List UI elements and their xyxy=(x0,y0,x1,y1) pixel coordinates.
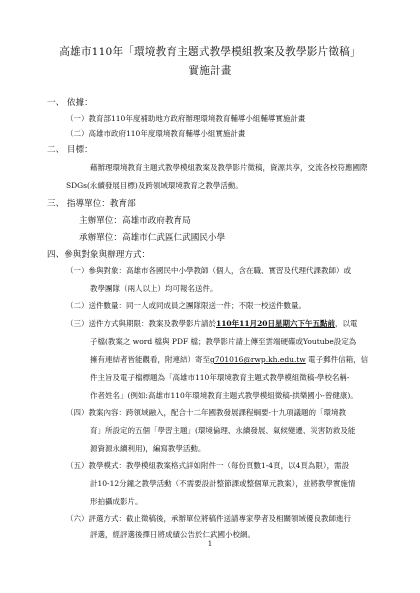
section-3-executor: 承辦單位：高雄市仁武區仁武國民小學 xyxy=(79,233,226,243)
section-4-item-3-line-2: 子檔(教案之 word 檔與 PDF 檔；教學影片請上傳至雲端硬碟或Youtube設定為 xyxy=(90,337,357,346)
item-3-text-d: 擁有連結者皆能觀看，附連結）寄至 xyxy=(90,355,210,364)
section-4-item-3-line-4: 件主旨及電子檔標題為「高雄市110年環境教育主題式教學模組徵稿-學校名稱- xyxy=(90,373,350,382)
page-number: 1 xyxy=(207,540,213,548)
item-3-text-c: ，以電 xyxy=(335,319,358,328)
section-4-item-5-line-2: 計10-12分鐘之教學活動（不需要設計整節課或整個單元教案），並將教學實施情 xyxy=(90,479,356,488)
section-2-heading: 二、 目標： xyxy=(47,145,93,155)
deadline-text: 110年11月20日星期六下午五點前 xyxy=(216,319,336,328)
section-4-item-6-line-1: （六）評選方式：截止徵稿後，承辦單位將稿件送請專家學者及相關領域優良教師進行 xyxy=(66,514,351,523)
document-subtitle: 實施計畫 xyxy=(188,65,232,77)
section-4-item-5-line-3: 形拍攝成影片。 xyxy=(90,497,143,506)
section-4-item-2: （二）送件數量：同一人或同成員之團隊限送一件；不限一校送件數量。 xyxy=(66,301,306,310)
email-link[interactable]: g701016@rwp.kh.edu.tw xyxy=(210,355,306,364)
section-4-item-4-line-1: （四）教案內容：跨領域融入，配合十二年國教發展課程綱要-十九項議題的「環境教 xyxy=(66,408,347,417)
section-4-item-1-line-1: （一）參與對象：高雄市各國民中小學教師（個人，含在職、實習及代理代課教師）或 xyxy=(66,266,351,275)
section-4-item-3-line-1 xyxy=(66,319,358,329)
section-4-heading: 四、參與對象與辦理方式： xyxy=(47,250,151,260)
section-1-item-1: （一）教育部110年度補助地方政府辦理環境教育輔導小組輔導實施計畫 xyxy=(66,114,306,123)
item-3-text-e: 電子郵件信箱，信 xyxy=(305,355,369,364)
section-1-item-2: （二）高雄市政府110年度環境教育輔導小組實施計畫 xyxy=(66,129,246,138)
document-title: 高雄市110年「環境教育主題式教學模組教案及教學影片徵稿」 xyxy=(59,46,361,58)
section-2-text-line-2: SDGs(永續發展目標)及跨領域環境教育之教學活動。 xyxy=(66,181,243,190)
section-1-heading: 一、 依據： xyxy=(47,98,93,108)
section-2-text-line-1: 藉辦理環境教育主題式教學模組教案及教學影片徵稿，資源共享，交流各校符應國際 xyxy=(90,163,368,172)
section-4-item-3-line-3 xyxy=(90,355,368,365)
section-4-item-4-line-3: 源資源永續利用)，編寫教學活動。 xyxy=(90,444,206,453)
section-4-item-4-line-2: 育」所設定的五個「學習主題」(環境倫理、永續發展、氣候變遷、災害防救及能 xyxy=(90,426,356,435)
section-3-heading: 三、 指導單位：教育部 xyxy=(47,199,136,209)
section-3-organizer: 主辦單位：高雄市政府教育局 xyxy=(79,216,191,226)
item-3-text-a: （三）送件方式與期限：教案及教學影片請於 xyxy=(66,319,216,328)
section-4-item-6-line-2: 評選，經評選後擇日將成績公告於仁武國小校網。 xyxy=(90,530,255,539)
section-4-item-5-line-1: （五）教學模式：教學模組教案格式詳如附件一（每份頁數1-4頁，以4頁為限），需設 xyxy=(66,461,350,470)
section-4-item-3-line-5: 作者姓名」(例如:高雄市110年環境教育主題式教學模組徵稿-拱樂國小-曾健康)。 xyxy=(90,391,358,400)
section-4-item-1-line-2: 教學團隊（兩人以上）均可報名送件。 xyxy=(90,284,218,293)
